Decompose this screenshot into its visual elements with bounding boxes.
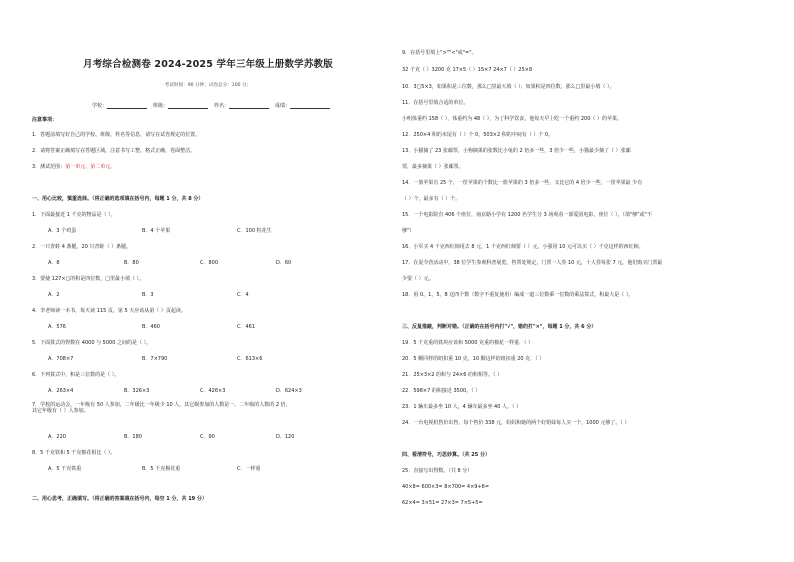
test-scope-highlight: 第一单元、第二单元。 bbox=[65, 164, 116, 170]
q3-option-a[interactable]: A．2 bbox=[48, 292, 60, 298]
field-school[interactable]: 学校： bbox=[92, 102, 147, 109]
field-score[interactable]: 成绩： bbox=[275, 102, 330, 109]
question-9-items: 32 千克（ ）3200 克 17×5（ ）15×7 24×7（ ）25×8 bbox=[402, 67, 533, 73]
q6-option-c[interactable]: C．426×3 bbox=[200, 388, 226, 394]
q2-option-a[interactable]: A．8 bbox=[48, 260, 60, 266]
note-3: 3．测试范围：第一单元、第二单元。 bbox=[32, 164, 116, 170]
q8-option-a[interactable]: A．5 千克铁重 bbox=[48, 466, 82, 472]
q4-option-c[interactable]: C．461 bbox=[237, 324, 256, 330]
question-11-items: 小明体重约 158（ ），体重约为 48（ ），为了科学饮食，他每天早上吃一个重约 200（ ）的苹果。 bbox=[402, 116, 622, 122]
question-22: 22．598×7 的积接近 3500。（ ） bbox=[402, 388, 481, 394]
question-5: 5．下面算式的得数在 4000 与 5000 之间的是（ ）。 bbox=[32, 340, 152, 346]
mental-math-row-2: 62×4= 3×51= 27×3= 7×5+5= bbox=[402, 500, 483, 506]
q2-option-b[interactable]: B．80 bbox=[124, 260, 139, 266]
q1-option-a[interactable]: A．3 个鸡蛋 bbox=[48, 228, 77, 234]
q2-option-d[interactable]: D．60 bbox=[276, 260, 292, 266]
question-15-line-1: 15．一个电影院有 406 个座位，南京路小学有 1200 名学生分 3 场观看一部爱国电影，座位（ ）。（填"够"或"不 bbox=[402, 212, 652, 218]
q3-option-c[interactable]: C．4 bbox=[237, 292, 249, 298]
notes-heading: 注意事项： bbox=[32, 117, 58, 123]
question-9: 9．在括号里填上">""<"或"="。 bbox=[402, 50, 477, 56]
q6-option-b[interactable]: B．326×3 bbox=[124, 388, 150, 394]
q7-option-b[interactable]: B．180 bbox=[124, 434, 142, 440]
q6-option-d[interactable]: D．624×3 bbox=[276, 388, 302, 394]
question-25: 25．直接写出得数。（共 8 分） bbox=[402, 468, 473, 474]
q7-option-a[interactable]: A．220 bbox=[48, 434, 66, 440]
question-13-line-1: 13．小猫摘了 23 张邮票，小狗摘果的张数比小兔的 2 倍多一些，3 倍少一些，小猫最少摘了（ ）张邮 bbox=[402, 148, 631, 154]
student-info-fields bbox=[92, 102, 392, 109]
q3-option-b[interactable]: B．3 bbox=[142, 292, 154, 298]
q1-option-c[interactable]: C．100 粒花生 bbox=[237, 228, 272, 234]
question-10: 10．3□5×3，如果积是三位数，那么□里最大填（ ）；如果积是四位数，那么□里最小填（ ）。 bbox=[402, 84, 615, 90]
question-14-line-1: 14．一篮苹果有 25 个，一筐苹果的个数比一篮苹果的 3 倍多一些，又比它的 4 倍少一些，一筐苹果最 少有 bbox=[402, 180, 643, 186]
question-14-line-2: （ ）个，最多有（ ）个。 bbox=[402, 196, 461, 202]
question-21: 21．25×3×2 的积与 24×6 的积相等。（ ） bbox=[402, 372, 503, 378]
question-16: 16．小军买 4 千克西红柿用去 8 元，1 千克西红柿要（ ）元，小强用 10 元可以买（ ）千克这样的西红柿。 bbox=[402, 244, 644, 250]
question-23: 23．1 辆车最多坐 10 人，4 辆车最多坐 40 人。（ ） bbox=[402, 404, 522, 410]
note-2: 2．请将答案正确填写在答题区域，注意书写工整，格式正确，卷面整洁。 bbox=[32, 148, 196, 154]
q8-option-c[interactable]: C．一样重 bbox=[237, 466, 261, 472]
left-column bbox=[32, 0, 384, 562]
q1-option-b[interactable]: B．4 个苹果 bbox=[142, 228, 171, 234]
question-4: 4．李老师读一本书，每天读 115 页，第 5 天应该从第（ ）页起读。 bbox=[32, 308, 186, 314]
field-class[interactable]: 班级： bbox=[153, 102, 208, 109]
q5-option-b[interactable]: B．7×790 bbox=[142, 356, 168, 362]
exam-info: 考试时间：90 分钟；试卷总分：100 分； bbox=[164, 83, 252, 88]
right-column bbox=[402, 0, 768, 562]
question-18: 18．用 0、1、5、8 这四个数（数字不重复使用）编成一道三位数乘一位数的乘法算式，积最大是（ ）。 bbox=[402, 292, 634, 298]
q8-option-b[interactable]: B．5 千克棉花重 bbox=[142, 466, 181, 472]
section-4-heading: 四、看清符号，巧思妙算。（共 25 分） bbox=[402, 452, 490, 458]
q7-option-d[interactable]: D．120 bbox=[276, 434, 295, 440]
q4-option-a[interactable]: A．576 bbox=[48, 324, 66, 330]
question-8: 8．5 千克铁和 5 千克棉花相比（ ）。 bbox=[32, 450, 116, 456]
section-1-heading: 一、用心比较，慎重选择。（将正确的选项填在括号内，每题 1 分，共 8 分） bbox=[32, 196, 204, 202]
q2-option-c[interactable]: C．800 bbox=[200, 260, 219, 266]
question-7: 7．学校的运动会，一年级有 50 人参加，二年级比一年级少 10 人，其它级参加的人数是一、二年级的人数的 2 倍， 其它年级有（ ）人参加。 bbox=[32, 402, 291, 414]
section-3-heading: 三、反复推敲，判断对错。（正确的在括号内打"√"，错的打"×"，每题 1 分，共 6 分） bbox=[402, 324, 597, 330]
field-name[interactable]: 姓名： bbox=[214, 102, 269, 109]
q4-option-b[interactable]: B．460 bbox=[142, 324, 160, 330]
question-12: 12．250×4 积的末尾有（ ）个 0，503×2 积的中间有（ ）个 0。 bbox=[402, 132, 554, 138]
question-11: 11．在括号里填合适的单位。 bbox=[402, 100, 469, 106]
section-2-heading: 二、用心思考，正确填写。（将正确的答案填在括号内，每空 1 分，共 19 分） bbox=[32, 496, 207, 502]
question-1: 1．下面最接近 1 千克的物品是（ ）。 bbox=[32, 212, 116, 218]
note-1: 1．答题前填写好自己的学校、班级、姓名等信息，请写在试卷规定的位置。 bbox=[32, 132, 201, 138]
question-19: 19．5 千克重的铁块应该和 5000 克重的棉花一样重．（ ） bbox=[402, 340, 534, 346]
question-15-line-2: 够"） bbox=[402, 228, 415, 234]
question-24: 24．一台电视机售价出售，每个售价 338 元，妈妈和她的两个好姐妹每人买一个，1000 元够了。（ ） bbox=[402, 420, 630, 426]
question-2: 2．一只青蛙 4 条腿，20 只青蛙（ ）条腿。 bbox=[32, 244, 132, 250]
question-17-line-2: 少要（ ）元。 bbox=[402, 276, 434, 282]
question-20: 20．5 颗同样的纽扣重 10 克，10 颗这样的纽扣重 20 克．（ ） bbox=[402, 356, 545, 362]
q7-option-c[interactable]: C．90 bbox=[200, 434, 215, 440]
question-6: 6．下列算式中，积是三位数的是（ ）。 bbox=[32, 372, 120, 378]
question-17-line-1: 17．在夏令营活动中，38 位学生参观科普展览，售票处规定，门票一人券 10 元，十人券每张 7 元，他们购买门票最 bbox=[402, 260, 663, 266]
mental-math-row-1: 40×8= 600×3= 8×700= 4×9+6= bbox=[402, 484, 490, 490]
question-3: 3．要使 127×□的积是四位数，□里最小填（ ）。 bbox=[32, 276, 145, 282]
q5-option-a[interactable]: A．708×7 bbox=[48, 356, 74, 362]
question-13-line-2: 票，最多摘果（ ）张邮票。 bbox=[402, 164, 464, 170]
q6-option-a[interactable]: A．263×4 bbox=[48, 388, 74, 394]
document-title: 月考综合检测卷 2024-2025 学年三年级上册数学苏教版 bbox=[83, 59, 333, 70]
q5-option-c[interactable]: C．613×6 bbox=[237, 356, 263, 362]
